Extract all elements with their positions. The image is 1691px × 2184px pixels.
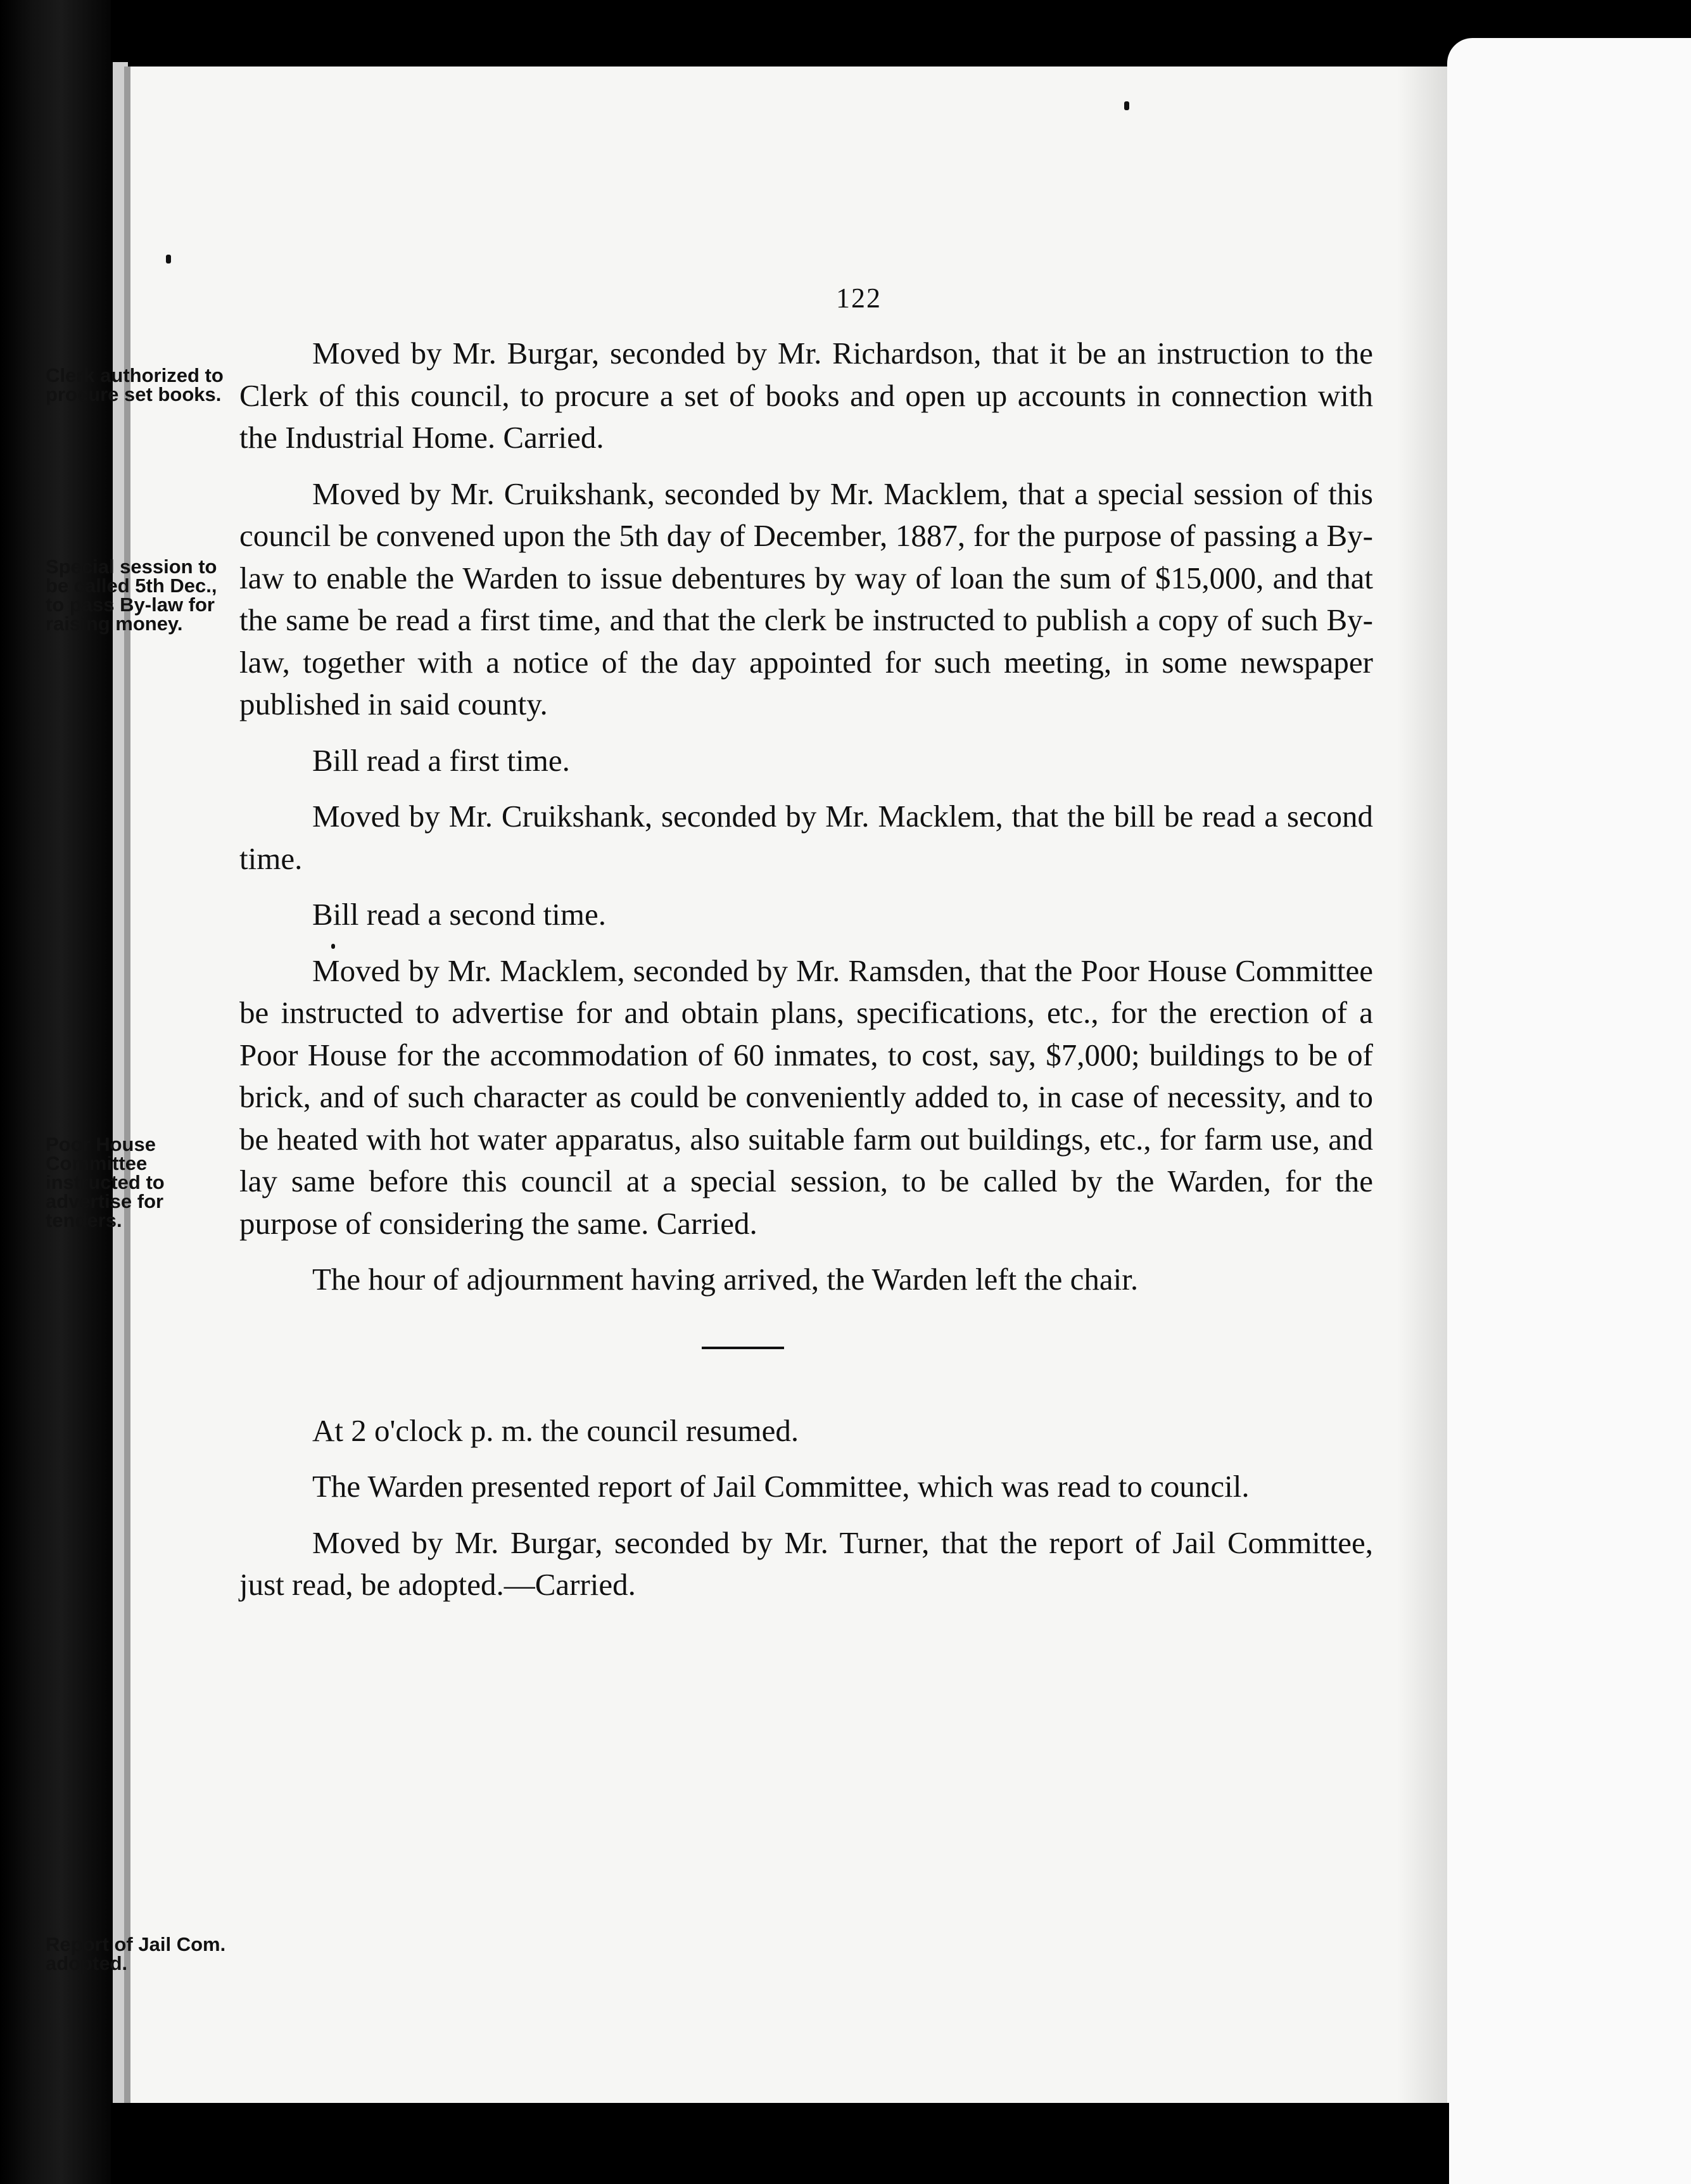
margin-note-special-session: Special session to be called 5th Dec., to pass By-law for raising money. bbox=[46, 556, 217, 635]
paragraph: Moved by Mr. Cruikshank, seconded by Mr. Macklem, that the bill be read a second time. bbox=[239, 799, 1373, 876]
margin-note-poor-house: Poor House Committee instructed to advertise for tenders. bbox=[46, 1133, 165, 1231]
page-bottom-shadow bbox=[113, 2103, 1449, 2184]
paragraph: Moved by Mr. Macklem, seconded by Mr. Ramsden, that the Poor House Committee be instructed to advertise for and obtain plans, specifications, etc., for the erection of a Poor House for the accommodation of 60 inmates, to cost, say, $7,000; buildings to be of brick, and of such character as could be conveniently added to, in case of necessity, and to be heated with hot water apparatus, also suitable farm out buildings, etc., for farm use, and lay same before this council at a special session, to be called by the Warden, for the purpose of considering the same. Carried. bbox=[239, 953, 1373, 1241]
margin-note-clerk-books: Clerk authorized to procure set books. bbox=[46, 364, 224, 405]
gutter-shadow bbox=[1397, 67, 1454, 2103]
paragraph: Moved by Mr. Burgar, seconded by Mr. Turner, that the report of Jail Committee, just read, be adopted.—Carried. bbox=[239, 1525, 1373, 1602]
ink-speck bbox=[1124, 101, 1129, 110]
paragraph: The Warden presented report of Jail Committee, which was read to council. bbox=[312, 1469, 1250, 1504]
paragraph: Bill read a first time. bbox=[312, 742, 570, 778]
page-number: 122 bbox=[836, 283, 882, 314]
ink-speck bbox=[166, 255, 171, 263]
paragraph: Moved by Mr. Cruikshank, seconded by Mr. Macklem, that a special session of this council be convened upon the 5th day of December, 1887, for the purpose of passing a By-law to enable the Warden to issue debentures by way of loan the sum of $15,000, and that the same be read a first time, and that the clerk be instructed to publish a copy of such By-law, together with a notice of the day appointed for such meeting, in some newspaper published in said county. bbox=[239, 476, 1373, 721]
paragraph: At 2 o'clock p. m. the council resumed. bbox=[312, 1413, 799, 1448]
section-divider bbox=[702, 1347, 784, 1349]
right-page-edge bbox=[1447, 38, 1691, 2184]
book-binding bbox=[0, 0, 111, 2184]
page-body bbox=[239, 333, 1373, 1620]
paragraph: Moved by Mr. Burgar, seconded by Mr. Richardson, that it be an instruction to the Clerk of this council, to procure a set of books and open up accounts in connection with the Industrial Home. Carried. bbox=[239, 336, 1373, 455]
paragraph: The hour of adjournment having arrived, the Warden left the chair. bbox=[312, 1262, 1139, 1297]
margin-note-jail-report: Report of Jail Com. adopted. bbox=[46, 1933, 226, 1974]
paragraph: Bill read a second time. bbox=[312, 897, 606, 932]
